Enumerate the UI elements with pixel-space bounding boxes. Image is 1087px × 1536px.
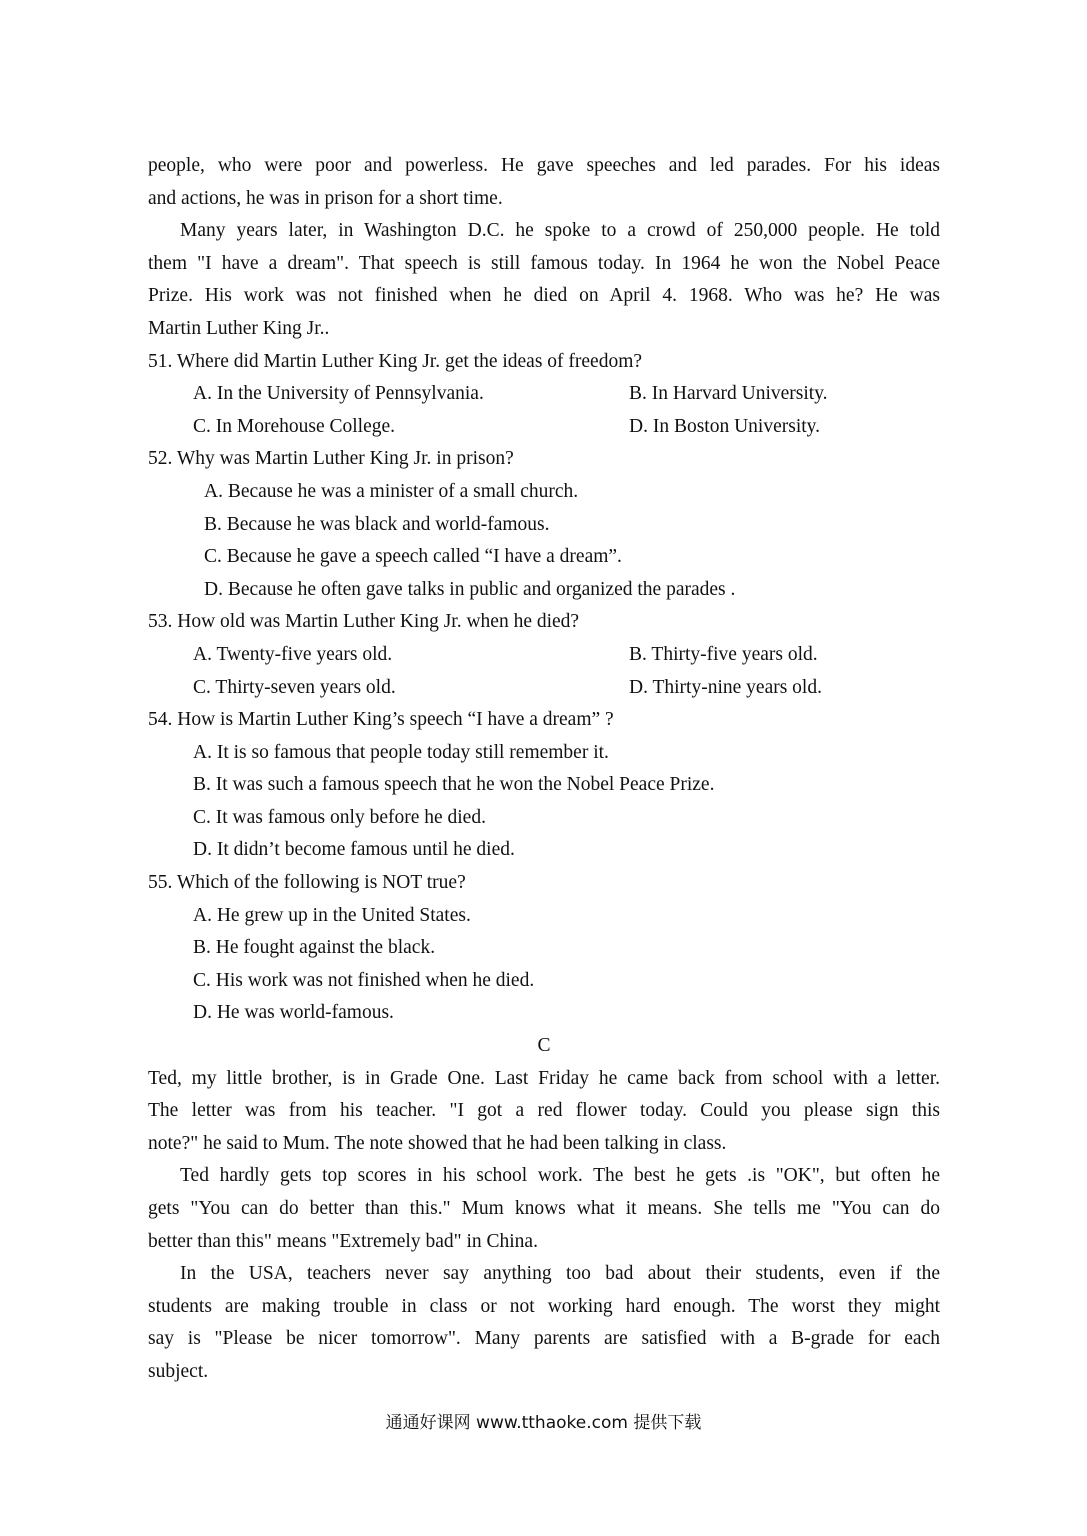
question-55 [148,867,940,1030]
text-line: gets "You can do better than this." Mum knows what it means. She tells me "You can do [148,1198,940,1219]
text-line: and actions, he was in prison for a short time. [148,187,503,209]
page-footer: 通通好课网 www.tthaoke.com 提供下载 [385,1413,702,1433]
question-stem: 53. How old was Martin Luther King Jr. when he died? [148,611,580,633]
question-stem: 51. Where did Martin Luther King Jr. get the ideas of freedom? [148,350,643,372]
text-line: Ted, my little brother, is in Grade One. Last Friday he came back from school with a letter. [148,1067,940,1089]
option-a: A. Because he was a minister of a small church. [204,480,579,502]
passage-b-paragraph-2 [148,215,940,345]
text-line: Ted hardly gets top scores in his school work. The best he gets .is "OK", but often he [180,1165,940,1187]
option-b: B. He fought against the black. [193,937,436,959]
text-line: them "I have a dream". That speech is still famous today. In 1964 he won the Nobel Peace [148,252,940,274]
text-line: better than this" means "Extremely bad" in China. [148,1230,538,1252]
question-stem: 55. Which of the following is NOT true? [148,872,466,894]
option-b: B. In Harvard University. [629,383,828,405]
option-a: A. He grew up in the United States. [193,904,471,926]
section-c-paragraph-3 [148,1258,940,1388]
section-c-paragraph-2 [148,1160,940,1258]
option-row [148,411,940,444]
option-c: C. In Morehouse College. [193,415,396,437]
option-c: C. Because he gave a speech called “I have a dream”. [204,546,622,568]
text-line: Prize. His work was not finished when he died on April 4. 1968. Who was he? He was [148,285,940,307]
question-53 [148,606,940,704]
option-row [148,378,940,411]
text-line: subject. [148,1360,209,1382]
option-row [148,672,940,705]
text-line: Many years later, in Washington D.C. he spoke to a crowd of 250,000 people. He told [180,220,940,242]
option-c: C. It was famous only before he died. [193,806,486,828]
option-b: B. Thirty-five years old. [629,643,818,665]
option-d: D. It didn’t become famous until he died. [193,839,515,861]
option-row [148,639,940,672]
option-b: B. It was such a famous speech that he won the Nobel Peace Prize. [193,774,715,796]
text-line: In the USA, teachers never say anything too bad about their students, even if the [180,1263,940,1285]
option-d: D. Thirty-nine years old. [629,676,822,698]
option-d: D. He was world-famous. [193,1002,394,1024]
page-content [148,150,940,1389]
text-line: people, who were poor and powerless. He gave speeches and led parades. For his ideas [148,155,940,176]
question-52 [148,443,940,606]
option-d: D. Because he often gave talks in public and organized the parades . [204,578,736,600]
option-c: C. Thirty-seven years old. [193,676,396,698]
option-d: D. In Boston University. [629,415,821,437]
question-stem: 52. Why was Martin Luther King Jr. in prison? [148,448,514,470]
question-54 [148,704,940,867]
question-51 [148,346,940,444]
text-line: The letter was from his teacher. "I got a red flower today. Could you please sign this [148,1100,940,1122]
text-line: Martin Luther King Jr.. [148,317,330,339]
option-b: B. Because he was black and world-famous. [204,513,550,535]
section-c-paragraph-1 [148,1063,940,1161]
option-a: A. Twenty-five years old. [193,643,393,665]
text-line: note?" he said to Mum. The note showed that he had been talking in class. [148,1132,727,1154]
question-stem: 54. How is Martin Luther King’s speech “I have a dream” ? [148,709,614,731]
option-a: A. It is so famous that people today still remember it. [193,741,609,763]
option-c: C. His work was not finished when he died. [193,969,535,991]
text-line: say is "Please be nicer tomorrow". Many parents are satisfied with a B-grade for each [148,1328,940,1350]
text-line: students are making trouble in class or not working hard enough. The worst they might [148,1295,940,1317]
option-a: A. In the University of Pennsylvania. [193,383,484,405]
section-heading: C [537,1035,551,1057]
passage-b-paragraph-1 [148,150,940,215]
